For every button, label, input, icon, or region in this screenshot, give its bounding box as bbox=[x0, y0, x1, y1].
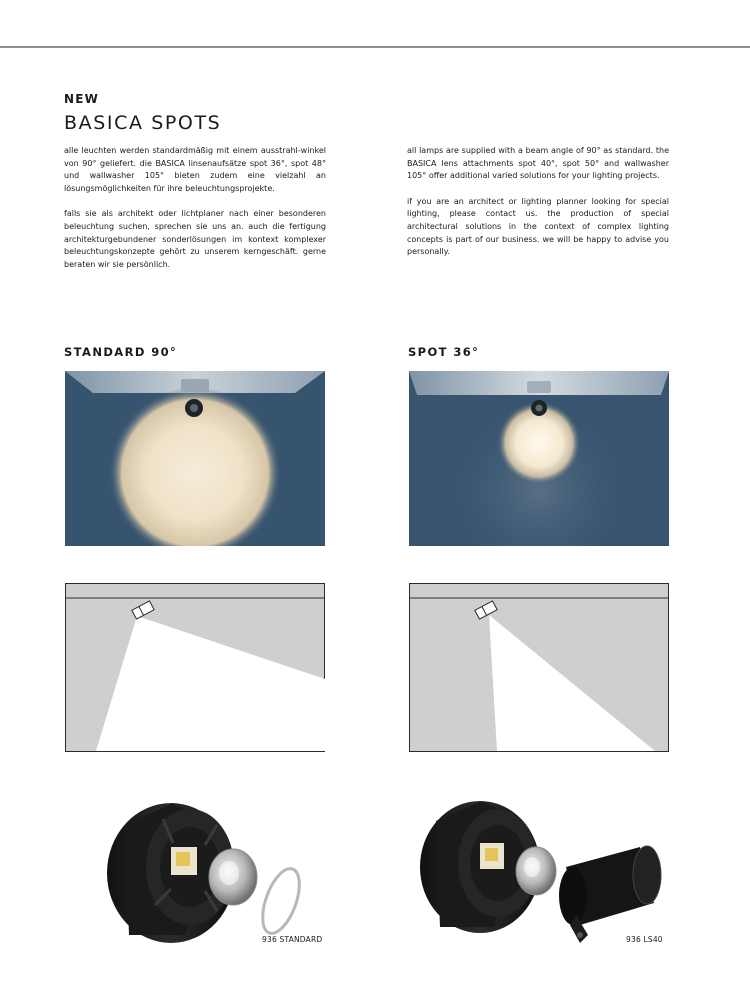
section-title-standard: STANDARD 90° bbox=[64, 345, 178, 359]
beam-diagram-spot bbox=[409, 583, 669, 752]
text-column-english bbox=[407, 145, 669, 272]
section-title-spot: SPOT 36° bbox=[408, 345, 480, 359]
caption-spot: 936 LS40 bbox=[626, 935, 663, 944]
text-column-german bbox=[64, 145, 326, 284]
product-image-standard bbox=[85, 785, 355, 950]
paragraph-en-2: if you are an architect or lighting planner looking for special lighting, please contact us. the production of special architectural solutions in the context of complex lighting concepts is part of our business. we will be happy to advise you personally. bbox=[407, 196, 669, 257]
beam-diagram-standard bbox=[65, 583, 325, 752]
photo-spot-beam bbox=[409, 371, 669, 546]
top-rule bbox=[0, 46, 750, 48]
product-image-spot bbox=[410, 785, 680, 950]
paragraph-de-2: falls sie als architekt oder lichtplaner nach einer besonderen beleuchtung suchen, sprechen sie uns an. auch die fertigung architekturgebundener sonderlösungen im kontext komplexer beleuchtungskonzepte gehört zu unserem kerngeschäft. gerne beraten wir sie persönlich. bbox=[64, 209, 326, 270]
paragraph-en-1: all lamps are supplied with a beam angle of 90° as standard. the BASICA lens attachments spot 40°, spot 50° and wallwasher 105° offer additional varied solutions for your lighting projects. bbox=[407, 146, 669, 181]
page-title: BASICA SPOTS bbox=[64, 112, 222, 134]
kicker-new: NEW bbox=[64, 92, 100, 106]
photo-standard-beam bbox=[65, 371, 325, 546]
caption-standard: 936 STANDARD bbox=[262, 935, 323, 944]
paragraph-de-1: alle leuchten werden standardmäßig mit einem ausstrahl-winkel von 90° geliefert. die BASICA linsenaufsätze spot 36°, spot 48° und wallwasher 105° bieten zudem eine vielzahl an lösungsmöglichkeiten für ihre beleuchtungsprojekte. bbox=[64, 146, 326, 194]
